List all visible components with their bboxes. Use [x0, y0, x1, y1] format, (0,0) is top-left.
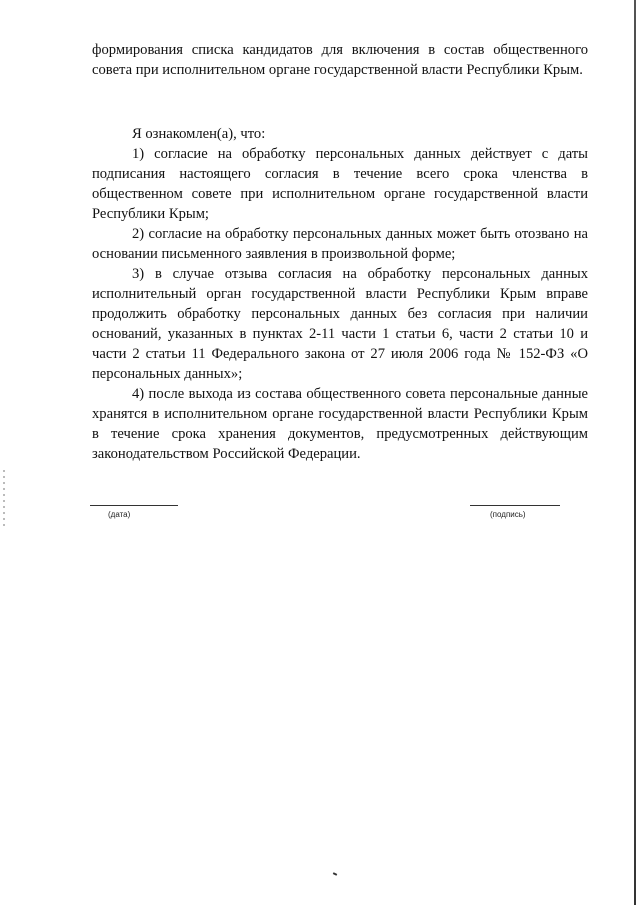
scan-mark — [333, 872, 337, 876]
list-item-1: 1) согласие на обработку персональных данных действует с даты подписания настоящего согласия в течение всего срока членства в общественном совете при исполнительном органе государственной власти Республики Крым; — [92, 146, 588, 222]
acknowledgement-block — [92, 124, 588, 464]
date-line — [90, 505, 178, 506]
scan-specks — [3, 470, 5, 530]
scan-edge-shadow — [634, 0, 636, 905]
signature-caption: (подпись) — [490, 510, 526, 519]
list-item-3: 3) в случае отзыва согласия на обработку персональных данных исполнительный орган государственной власти Республики Крым вправе продолжить обработку персональных данных без согласия при наличии оснований, указанных в пунктах 2-11 части 1 статьи 6, части 2 статьи 10 и части 2 статьи 11 Федерального закона от 27 июля 2006 года № 152-ФЗ «О персональных данных»; — [92, 266, 588, 382]
signature-line — [470, 505, 560, 506]
list-item-2: 2) согласие на обработку персональных данных может быть отозвано на основании письменного заявления в произвольной форме; — [92, 226, 588, 262]
paragraph-continuation: формирования списка кандидатов для включения в состав общественного совета при исполнительном органе государственной власти Республики Крым. — [92, 42, 588, 78]
date-caption: (дата) — [108, 510, 131, 519]
consent-text — [92, 40, 588, 80]
acknowledgement-intro: Я ознакомлен(а), что: — [132, 126, 266, 142]
list-item-4: 4) после выхода из состава общественного совета персональные данные хранятся в исполнительном органе государственной власти Республики Крым в течение срока хранения документов, предусмотренных действующим законодательством Российской Федерации. — [92, 386, 588, 462]
